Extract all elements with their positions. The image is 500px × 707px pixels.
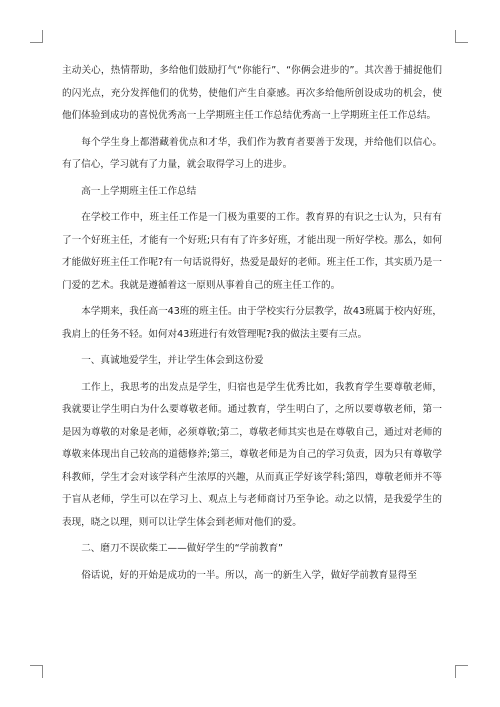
heading-point-two: 二、磨刀不误砍柴工——做好学生的“学前教育”: [81, 543, 284, 554]
paragraph-confidence: 每个学生身上都潜藏着优点和才华，我们作为教育者要善于发现，并给他们以信心。有了信心，学习就有了力量，就会取得学习上的进步。: [62, 136, 442, 170]
crop-mark-top-left: [30, 30, 43, 43]
crop-mark-bottom-left: [30, 665, 43, 678]
document-body: [62, 60, 442, 587]
paragraph-good-start: 俗话说，好的开始是成功的一半。所以，高一的新生入学，做好学前教育显得至: [81, 569, 417, 581]
crop-mark-bottom-right: [455, 665, 468, 678]
heading-point-one: 一、真诚地爱学生，并让学生体会到这份爱: [81, 355, 264, 366]
paragraph-intro: 在学校工作中，班主任工作是一门极为重要的工作。教育界的有识之士认为，只有有了一个好班主任，才能有一个好班;只有有了许多好班，才能出现一所好学校。那么，如何才能做好班主任工作呢?有一句话说得好，热爱是最好的老师。班主任工作，其实质乃是一门爱的艺术。我就是遵循着这一原则从事着自己的班主任工作的。: [62, 212, 442, 291]
paragraph-respect-teachers: 工作上，我思考的出发点是学生，归宿也是学生优秀比如，我教育学生要尊敬老师，我就要让学生明白为什么要尊敬老师。通过教育，学生明白了，之所以要尊敬老师，第一是因为尊敬的对象是老师，必须尊敬;第二，尊敬老师其实也是在尊敬自己，通过对老师的尊敬来体现出自己较高的道德修养;第三，尊敬老师是为自己的学习负责，因为只有尊敬学科教师，学生才会对该学科产生浓厚的兴趣，从而真正学好该学科;第四，尊敬老师并不等于盲从老师，学生可以在学习上、观点上与老师商讨乃至争论。动之以情，是我爱学生的表现，晓之以理，则可以让学生体会到老师对他们的爱。: [62, 381, 442, 528]
section-title: 高一上学期班主任工作总结: [81, 185, 197, 197]
paragraph-class-43: 本学期来，我任高一43班的班主任。由于学校实行分层教学，故43班属于校内好班，我肩上的任务不轻。如何对43班进行有效管理呢?我的做法主要有三点。: [62, 306, 442, 340]
crop-mark-top-right: [455, 30, 468, 43]
paragraph-praise-encouragement: 主动关心，热情帮助，多给他们鼓励打气“你能行”、“你俩会进步的”。其次善于捕捉他们的闪光点，充分发挥他们的优势，使他们产生自豪感。再次多给他所创设成功的机会，使他们体验到成功的喜悦优秀高一上学期班主任工作总结优秀高一上学期班主任工作总结。: [62, 65, 442, 121]
